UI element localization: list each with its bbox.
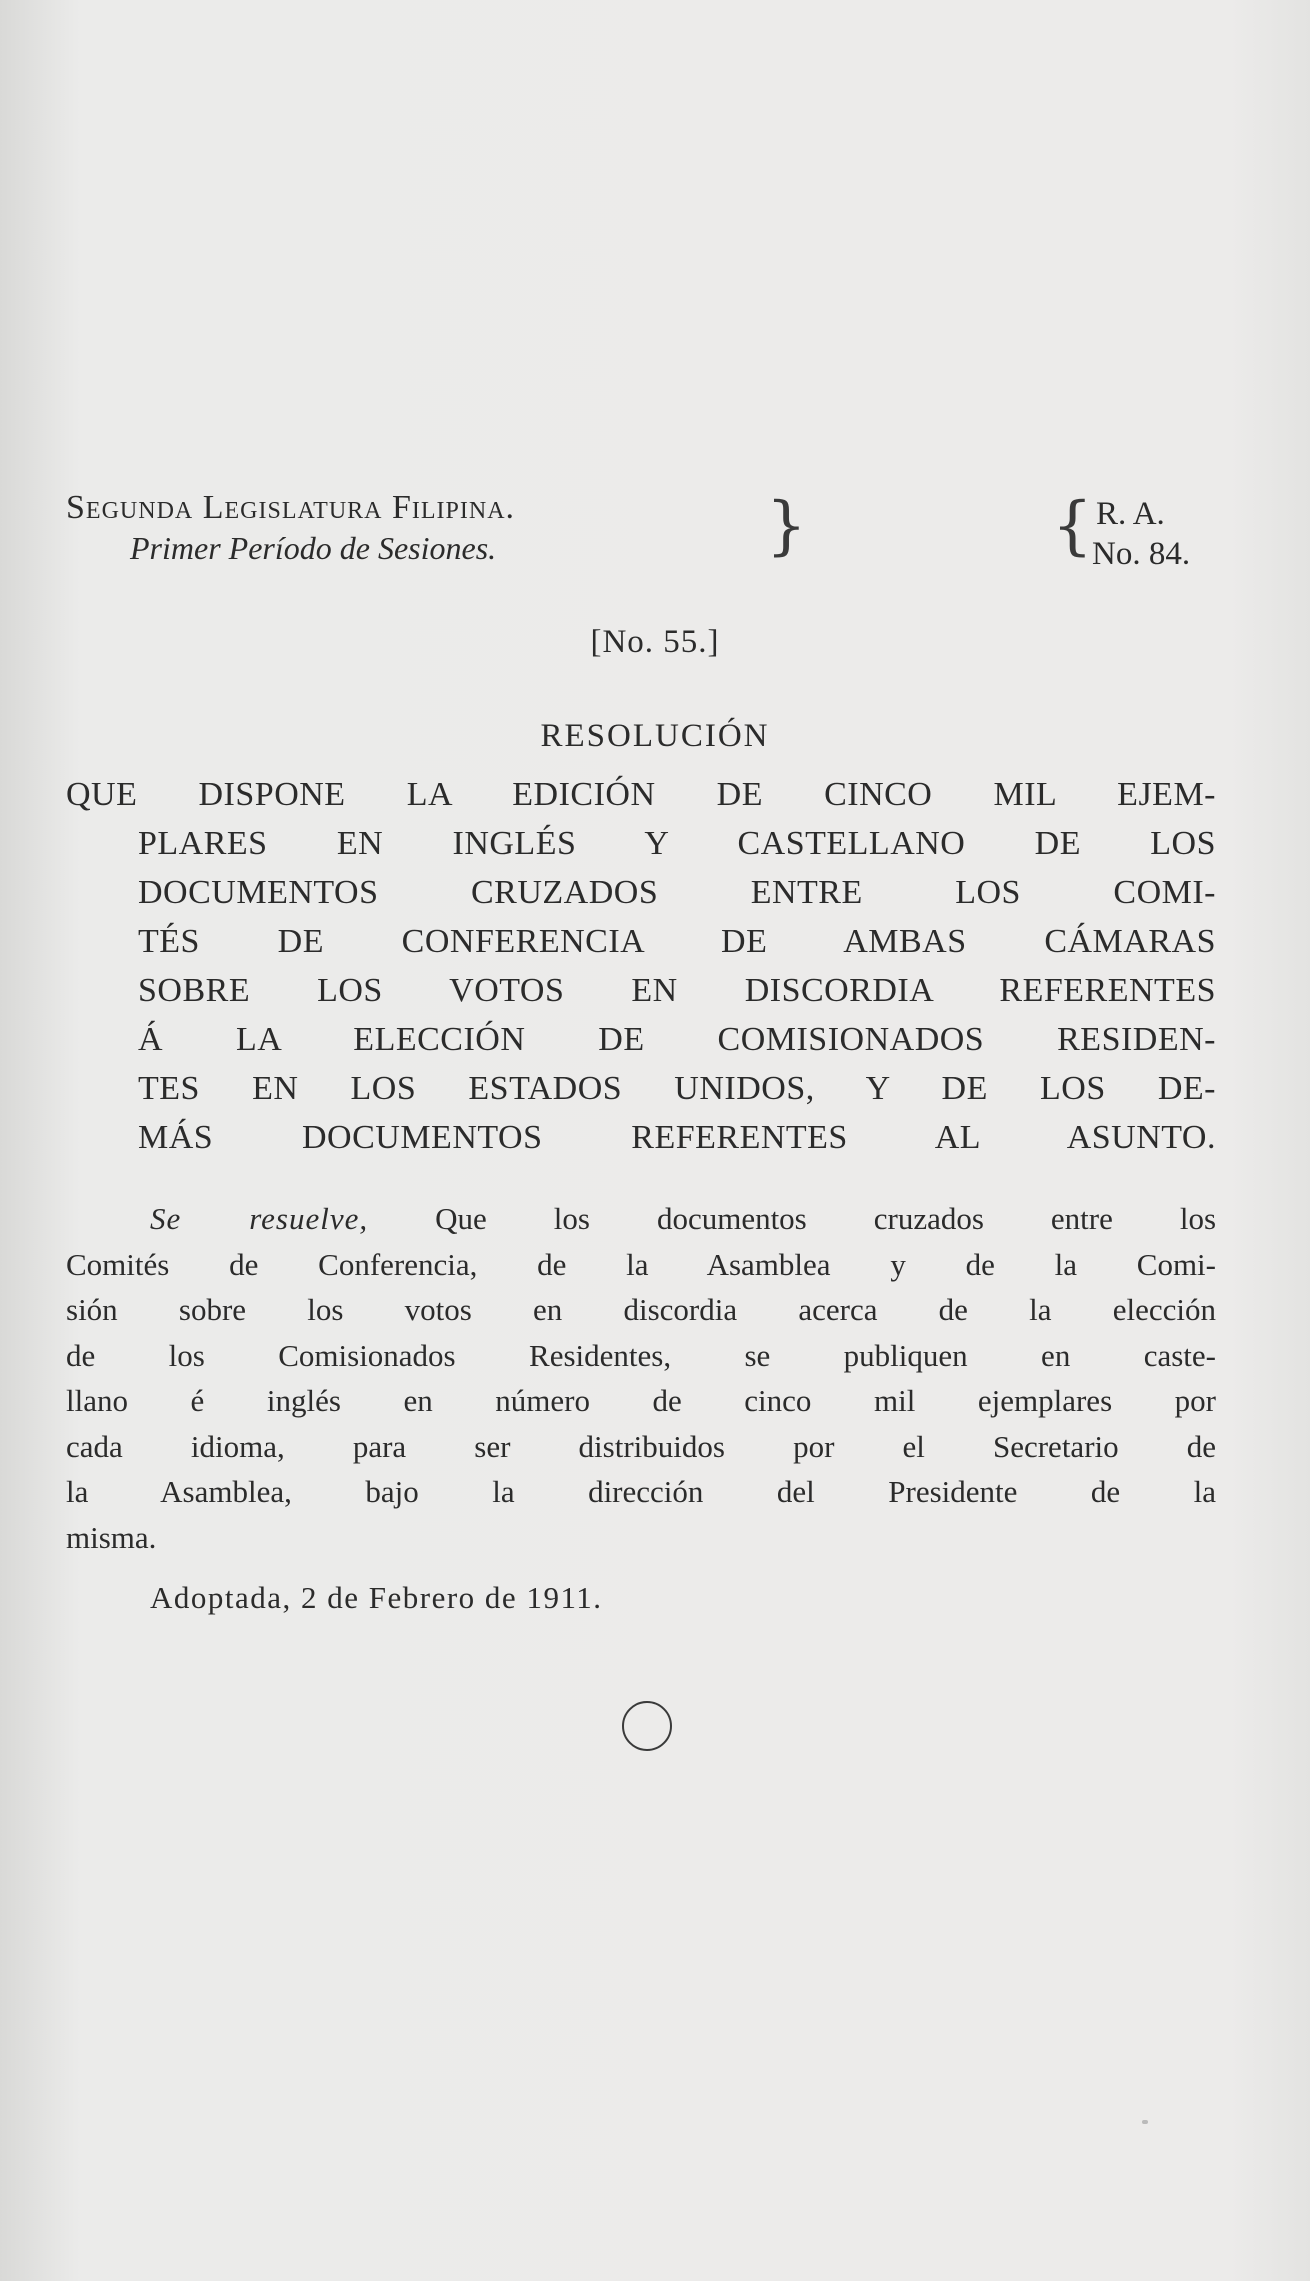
resolve-lead: Se resuelve, [150,1201,369,1236]
resolution-title [66,770,1216,1162]
end-mark-circle-icon [622,1701,672,1751]
paper-speck [1142,2120,1148,2124]
session-name: Primer Período de Sesiones. [130,530,497,566]
title-line: QUE DISPONE LA EDICIÓN DE CINCO MIL EJEM- [66,776,1216,813]
right-brace-glyph: } [766,489,807,563]
title-line: SOBRE LOS VOTOS EN DISCORDIA REFERENTES [138,972,1216,1009]
body-line: llano é inglés en número de cinco mil ejemplares por [66,1383,1216,1418]
adoption-date: Adoptada, 2 de Febrero de 1911. [150,1580,603,1615]
resolution-label: RESOLUCIÓN [540,718,770,754]
ra-number: No. 84. [1092,536,1191,572]
body-line: cada idioma, para ser distribuidos por el Secretario de [66,1428,1216,1464]
body-line: la Asamblea, bajo la dirección del Presidente de la [66,1474,1216,1509]
body-line: Comités de Conferencia, de la Asamblea y de la Comi- [66,1246,1216,1282]
body-line [66,1196,1216,1242]
title-line: PLARES EN INGLÉS Y CASTELLANO DE LOS [138,825,1216,862]
body-line: de los Comisionados Residentes, se publiquen en caste- [66,1337,1216,1373]
legislature-name: Segunda Legislatura Filipina. [66,489,516,526]
body-line: sión sobre los votos en discordia acerca de la elección [66,1292,1216,1327]
header-right [1092,494,1252,574]
title-line: TÉS DE CONFERENCIA DE AMBAS CÁMARAS [138,923,1216,960]
title-line: DOCUMENTOS CRUZADOS ENTRE LOS COMI- [138,874,1216,911]
left-brace-glyph: { [1052,489,1093,563]
ra-label: R. A. [1096,496,1165,532]
title-line: MÁS DOCUMENTOS REFERENTES AL ASUNTO. [138,1119,1216,1156]
resolution-body [66,1196,1216,1560]
body-first-line: Que los documentos cruzados entre los [435,1201,1217,1236]
title-line: Á LA ELECCIÓN DE COMISIONADOS RESIDEN- [138,1021,1216,1058]
body-line: misma. [66,1519,157,1555]
document-number: [No. 55.] [590,624,720,660]
title-line: TES EN LOS ESTADOS UNIDOS, Y DE LOS DE- [138,1070,1216,1107]
header-left [66,488,786,568]
